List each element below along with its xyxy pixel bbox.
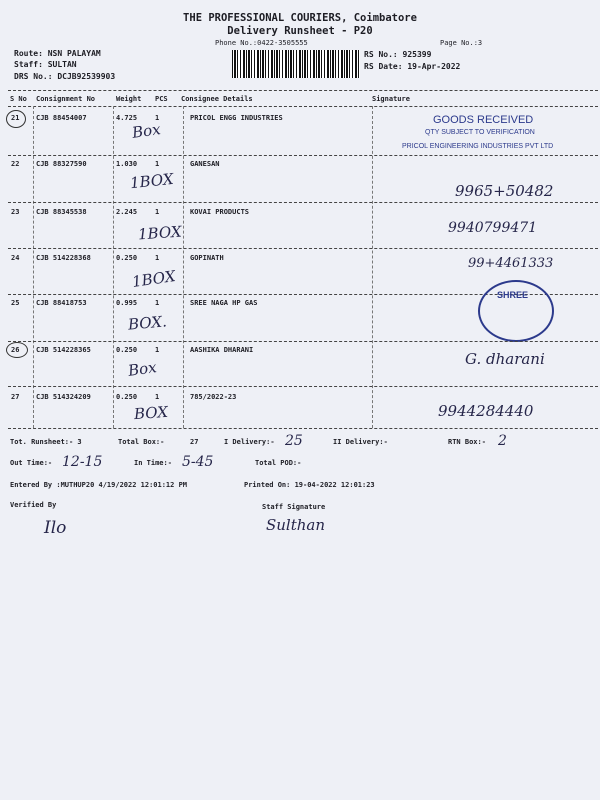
- row-handwritten-box: Box: [130, 120, 162, 142]
- out-time-value: 12-15: [62, 454, 103, 470]
- verified-by-label: Verified By: [10, 501, 57, 509]
- row-consignment: CJB 88454007: [36, 114, 87, 122]
- in-time-label: In Time:-: [134, 459, 172, 467]
- col-consignee: Consignee Details: [181, 95, 253, 103]
- staff-signature-label: Staff Signature: [262, 503, 326, 511]
- i-delivery-label: I Delivery:-: [224, 438, 275, 446]
- row-rule: [8, 386, 598, 387]
- row-weight: 0.250: [116, 254, 138, 262]
- row-handwritten-box: 1BOX: [130, 267, 177, 291]
- page-number: Page No.:3: [440, 39, 483, 47]
- company-title: THE PROFESSIONAL COURIERS, Coimbatore: [183, 12, 417, 24]
- row-consignment: CJB 514228365: [36, 346, 91, 354]
- row-handwritten-signature: 9965+50482: [455, 182, 554, 200]
- row-sno: 23: [11, 208, 20, 216]
- row-rule: [8, 341, 598, 342]
- row-consignment: CJB 88345538: [36, 208, 87, 216]
- row-rule: [8, 248, 598, 249]
- row-pcs: 1: [155, 254, 160, 262]
- row-weight: 2.245: [116, 208, 138, 216]
- row-rule: [8, 155, 598, 156]
- row-consignment: CJB 514228368: [36, 254, 91, 262]
- entered-by: Entered By :MUTHUP20 4/19/2022 12:01:12 PM: [10, 481, 188, 489]
- row-handwritten-signature: 9940799471: [448, 220, 538, 236]
- row-pcs: 1: [155, 114, 160, 122]
- total-box-label: Total Box:-: [118, 438, 165, 446]
- ii-delivery-label: II Delivery:-: [333, 438, 388, 446]
- row-consignee: SREE NAGA HP GAS: [190, 299, 258, 307]
- round-seal-text: SHREE: [497, 290, 529, 300]
- row-handwritten-signature: 9944284440: [438, 402, 534, 420]
- total-box-value: 27: [190, 438, 199, 446]
- row-consignee: PRICOL ENGG INDUSTRIES: [190, 114, 283, 122]
- staff-handwritten-signature: Sulthan: [266, 516, 326, 534]
- col-pcs: PCS: [155, 95, 168, 103]
- col-consignment: Consignment No: [36, 95, 96, 103]
- rtn-box-value: 2: [498, 433, 507, 449]
- col-sno: S No: [10, 95, 27, 103]
- row-sno: 27: [11, 393, 20, 401]
- row-consignment: CJB 514324209: [36, 393, 91, 401]
- total-pod-label: Total POD:-: [255, 459, 302, 467]
- runsheet-subtitle: Delivery Runsheet - P20: [227, 25, 373, 37]
- header-bottom-rule: [8, 106, 598, 107]
- row-consignment: CJB 88418753: [36, 299, 87, 307]
- row-handwritten-box: BOX.: [127, 312, 168, 334]
- goods-received-stamp: GOODS RECEIVED: [433, 114, 534, 126]
- row-sno: 21: [11, 114, 20, 122]
- route: Route: NSN PALAYAM: [14, 49, 101, 58]
- barcode: [232, 50, 360, 78]
- row-handwritten-box: Box: [126, 358, 158, 380]
- row-rule: [8, 202, 598, 203]
- total-runsheet: Tot. Runsheet:- 3: [10, 438, 82, 446]
- goods-received-stamp-line2: QTY SUBJECT TO VERIFICATION: [425, 129, 535, 136]
- rs-date: RS Date: 19-Apr-2022: [364, 62, 461, 71]
- rtn-box-label: RTN Box:-: [448, 438, 486, 446]
- i-delivery-value: 25: [285, 433, 303, 449]
- row-pcs: 1: [155, 393, 160, 401]
- in-time-value: 5-45: [182, 454, 214, 470]
- row-sno: 22: [11, 160, 20, 168]
- row-weight: 1.030: [116, 160, 138, 168]
- row-consignment: CJB 88327590: [36, 160, 87, 168]
- row-weight: 0.995: [116, 299, 138, 307]
- row-consignee: GANESAN: [190, 160, 220, 168]
- row-consignee: GOPINATH: [190, 254, 224, 262]
- row-sno: 24: [11, 254, 20, 262]
- out-time-label: Out Time:-: [10, 459, 53, 467]
- row-handwritten-signature: G. dharani: [465, 350, 545, 368]
- rs-number: RS No.: 925399: [364, 50, 432, 59]
- row-rule: [8, 428, 598, 429]
- header-top-rule: [8, 90, 598, 91]
- row-consignee: KOVAI PRODUCTS: [190, 208, 250, 216]
- col-signature: Signature: [372, 95, 410, 103]
- printed-on: Printed On: 19-04-2022 12:01:23: [244, 481, 375, 489]
- drs-number: DRS No.: DCJB92539903: [14, 72, 116, 81]
- row-handwritten-box: BOX: [133, 402, 169, 424]
- goods-received-stamp-line3: PRICOL ENGINEERING INDUSTRIES PVT LTD: [402, 143, 554, 150]
- row-pcs: 1: [155, 208, 160, 216]
- row-weight: 0.250: [116, 346, 138, 354]
- row-pcs: 1: [155, 160, 160, 168]
- row-consignee: 785/2022-23: [190, 393, 237, 401]
- row-pcs: 1: [155, 346, 160, 354]
- row-pcs: 1: [155, 299, 160, 307]
- row-weight: 0.250: [116, 393, 138, 401]
- phone-number: Phone No.:0422-3505555: [215, 39, 308, 47]
- verified-signature: Ilo: [44, 518, 67, 538]
- row-handwritten-signature: 99+4461333: [468, 256, 554, 271]
- row-consignee: AASHIKA DHARANI: [190, 346, 254, 354]
- row-handwritten-box: 1BOX: [137, 222, 183, 244]
- staff: Staff: SULTAN: [14, 60, 77, 69]
- row-handwritten-box: 1BOX: [129, 169, 175, 193]
- row-sno: 26: [11, 346, 20, 354]
- row-weight: 4.725: [116, 114, 138, 122]
- col-weight: Weight: [116, 95, 142, 103]
- row-sno: 25: [11, 299, 20, 307]
